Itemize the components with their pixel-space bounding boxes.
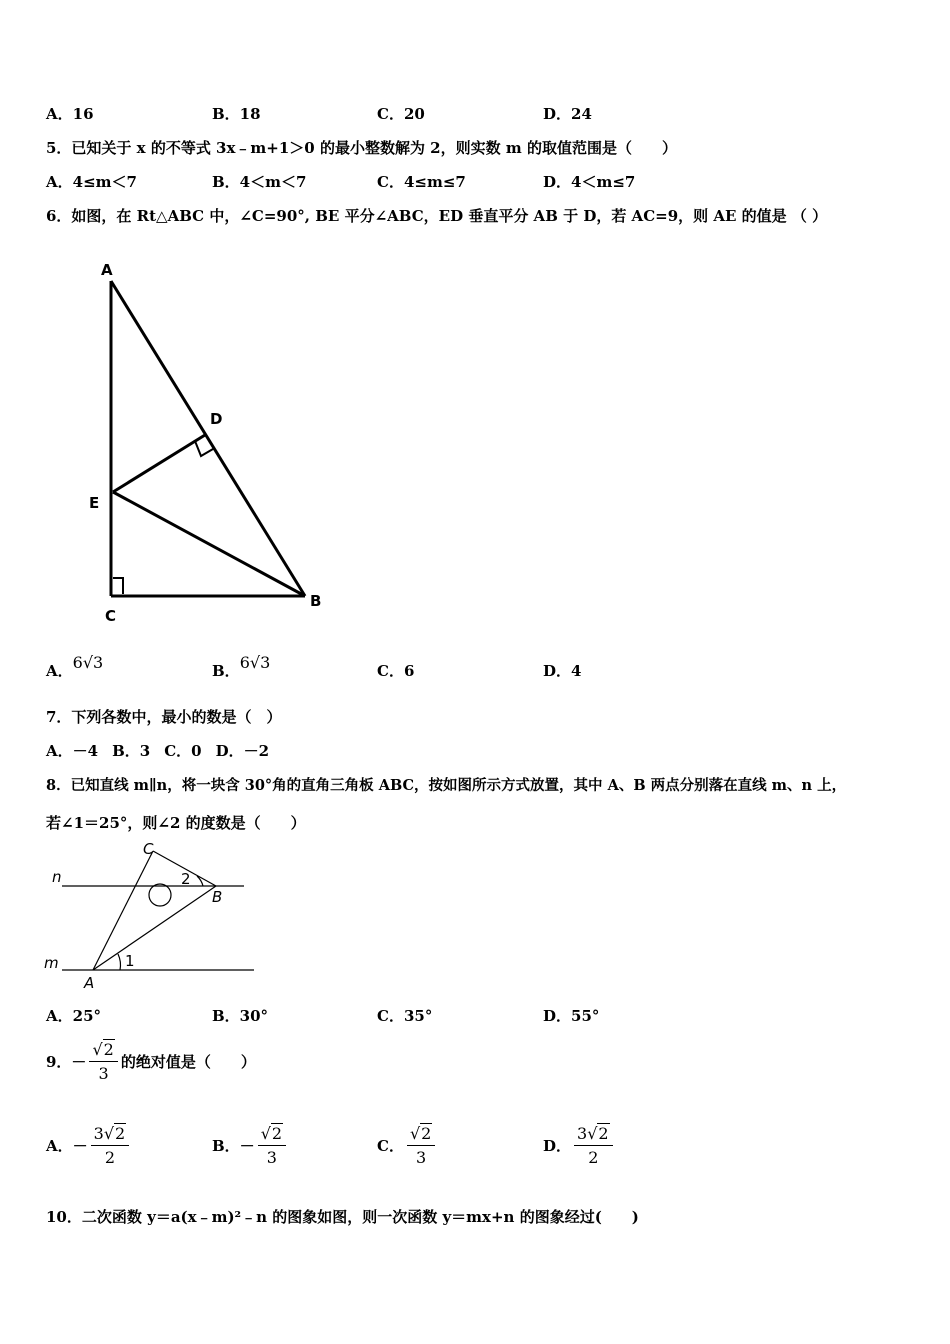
q4-option-c[interactable]: C．20: [377, 105, 425, 123]
q9-frac-den: 3: [98, 1064, 109, 1083]
q6-segment-eb: [113, 492, 305, 596]
q9-option-a-label: A．－: [46, 1137, 88, 1155]
q8-parallel-lines-figure: [40, 838, 260, 993]
q6-label-a: A: [101, 261, 113, 279]
q6-option-c-value: 6: [403, 662, 415, 680]
q9-option-a[interactable]: [46, 1124, 132, 1167]
q6-option-c[interactable]: [377, 654, 415, 680]
q9-option-a-fraction: $\frac{3√2}{2}$: [91, 1124, 130, 1167]
q8-label-n: n: [52, 868, 62, 886]
q7-option-a[interactable]: A．－4: [46, 742, 99, 760]
q9-option-d[interactable]: [543, 1124, 616, 1167]
q6-right-angle-c: [113, 578, 123, 594]
q6-label-e: E: [89, 494, 100, 512]
q4-options: [0, 103, 950, 127]
q7-option-b[interactable]: B．3: [112, 742, 151, 760]
q9-option-a-rad: 2: [115, 1124, 126, 1143]
q9-option-b[interactable]: [212, 1124, 289, 1167]
q6-option-a-label: A．: [46, 662, 73, 680]
q6-label-d: D: [210, 410, 223, 428]
q9-option-d-label: D．: [543, 1137, 572, 1155]
q8-label-a: A: [84, 974, 95, 992]
q8-hole-circle: [149, 884, 171, 906]
q9-frac-num: 2: [103, 1040, 114, 1059]
q7-option-d[interactable]: D．－2: [215, 742, 270, 760]
q9-option-c-rad: 2: [421, 1124, 432, 1143]
q8-label-angle-2: 2: [181, 870, 191, 888]
q8-side-ab: [93, 886, 216, 970]
q6-triangle-figure: [80, 255, 340, 630]
q5-option-d[interactable]: D．4＜m≤7: [543, 173, 636, 191]
q5-option-a[interactable]: A．4≤m＜7: [46, 173, 137, 191]
q6-option-d[interactable]: [543, 654, 582, 680]
q6-option-b[interactable]: [212, 653, 271, 680]
q4-option-d[interactable]: D．24: [543, 105, 592, 123]
q6-question: 6．如图，在 Rt△ABC 中，∠C=90°, BE 平分∠ABC，ED 垂直平分 AB 于 D，若 AC=9，则 AE 的值是 （ ）: [46, 207, 828, 225]
q9-option-c-fraction: $\frac{√2}{3}$: [407, 1124, 435, 1167]
q10-question: 10．二次函数 y＝a(x﹣m)²﹣n 的图象如图，则一次函数 y＝mx+n 的图象经过( ): [46, 1208, 639, 1226]
q7-question: 7．下列各数中，最小的数是（ ）: [46, 708, 282, 726]
q7-option-c[interactable]: C．0: [164, 742, 202, 760]
q6-option-a-value: 6√3: [72, 653, 104, 672]
q9-option-a-den: 2: [104, 1148, 116, 1167]
q8-label-c: C: [143, 840, 154, 858]
q8-options: [0, 1005, 950, 1029]
q6-option-c-label: C．: [377, 662, 404, 680]
q9-prefix: 9．－: [46, 1053, 87, 1071]
q9-option-d-fraction: $\frac{3√2}{2}$: [574, 1124, 613, 1167]
q8-question-line1: 8．已知直线 m∥n，将一块含 30°角的直角三角板 ABC，按如图所示方式放置，其中 A、B 两点分别落在直线 m、n 上，: [46, 777, 847, 794]
q9-option-d-rad: 2: [598, 1124, 609, 1143]
q9-option-b-label: B．－: [212, 1137, 255, 1155]
q8-label-b: B: [212, 888, 223, 906]
q6-segment-ed: [113, 435, 205, 492]
q6-option-d-value: 4: [571, 662, 582, 680]
q9-option-b-den: 3: [266, 1148, 277, 1167]
q8-side-ac: [93, 851, 153, 970]
q9-option-d-den: 2: [588, 1148, 599, 1167]
q9-option-a-coef: 3: [93, 1124, 104, 1143]
q9-option-c[interactable]: [377, 1124, 438, 1167]
q9-options: [0, 1124, 950, 1174]
q9-fraction: $\frac{√2}{3}$: [89, 1040, 117, 1083]
q5-options: [0, 171, 950, 195]
q8-option-c[interactable]: C．35°: [377, 1007, 433, 1025]
q6-label-c: C: [105, 607, 117, 625]
q6-options: [0, 654, 950, 678]
q9-option-c-label: C．: [377, 1137, 404, 1155]
q6-option-d-label: D．: [543, 662, 572, 680]
q9-option-d-coef: 3: [577, 1124, 588, 1143]
q8-option-a[interactable]: A．25°: [46, 1007, 102, 1025]
q9-option-b-fraction: $\frac{√2}{3}$: [258, 1124, 286, 1167]
q4-option-b[interactable]: B．18: [212, 105, 261, 123]
q6-option-b-value: 6√3: [239, 653, 271, 672]
q7-options: [46, 740, 283, 761]
q8-option-d[interactable]: D．55°: [543, 1007, 600, 1025]
q8-label-m: m: [44, 954, 59, 972]
q8-label-angle-1: 1: [125, 952, 135, 970]
q9-option-b-rad: 2: [271, 1124, 283, 1143]
q6-option-a[interactable]: [46, 653, 104, 680]
q5-question: 5．已知关于 x 的不等式 3x﹣m+1＞0 的最小整数解为 2，则实数 m 的取值范围是（ ）: [46, 139, 677, 157]
q9-suffix: 的绝对值是（ ）: [120, 1053, 256, 1071]
q9-option-c-den: 3: [416, 1148, 427, 1167]
q9-question: [46, 1040, 256, 1083]
q6-side-ab: [111, 281, 305, 596]
q8-question-line2: 若∠1＝25°，则∠2 的度数是（ ）: [46, 814, 306, 832]
q4-option-a[interactable]: A．16: [46, 105, 94, 123]
q6-option-b-label: B．: [212, 662, 240, 680]
q8-angle-arc-1: [118, 954, 120, 970]
q5-option-b[interactable]: B．4＜m＜7: [212, 173, 307, 191]
q8-option-b[interactable]: B．30°: [212, 1007, 269, 1025]
q6-label-b: B: [310, 592, 322, 610]
q5-option-c[interactable]: C．4≤m≤7: [377, 173, 466, 191]
